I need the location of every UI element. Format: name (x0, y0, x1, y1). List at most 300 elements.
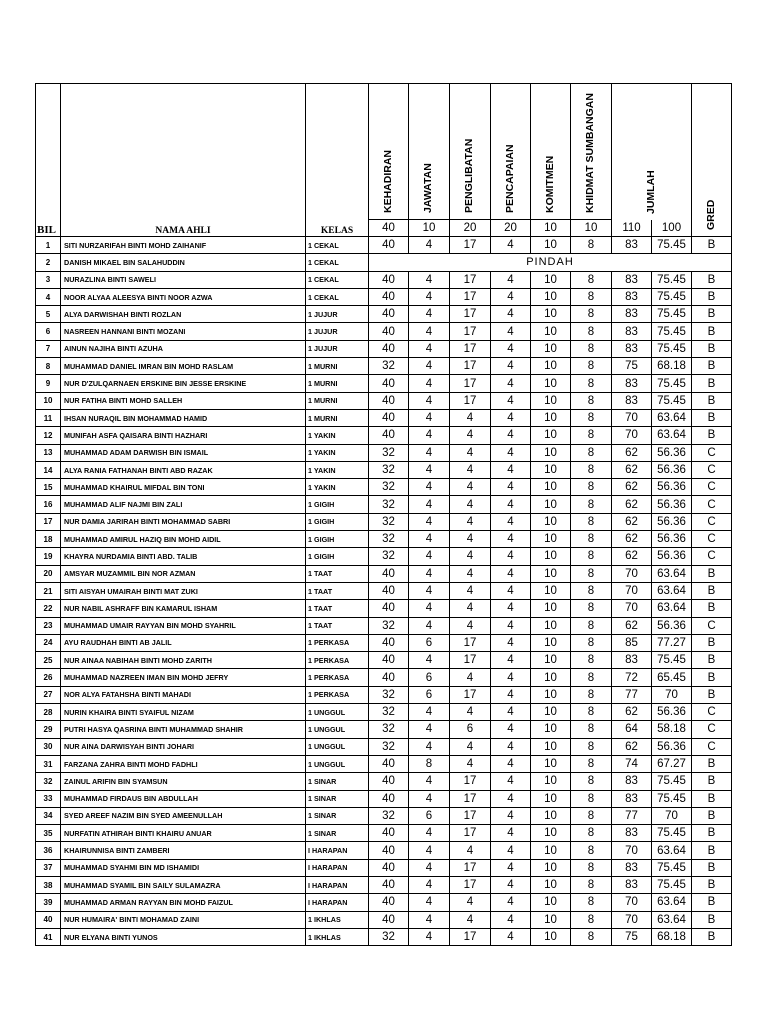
row-komitmen: 10 (531, 461, 571, 478)
row-jumlah: 62 (612, 513, 652, 530)
row-gred: B (692, 582, 732, 599)
row-penglibatan: 4 (450, 600, 491, 617)
row-jumlah: 83 (612, 825, 652, 842)
row-bil: 37 (36, 859, 61, 876)
row-kelas: 1 IKHLAS (306, 928, 369, 945)
row-komitmen: 10 (531, 842, 571, 859)
row-nama: KHAYRA NURDAMIA BINTI ABD. TALIB (61, 548, 306, 565)
row-khidmat: 8 (571, 842, 612, 859)
row-kehadiran: 32 (369, 444, 409, 461)
row-kelas: 1 UNGGUL (306, 721, 369, 738)
row-penglibatan: 17 (450, 392, 491, 409)
row-peratus: 56.36 (652, 444, 692, 461)
row-jumlah: 62 (612, 531, 652, 548)
row-bil: 3 (36, 271, 61, 288)
row-komitmen: 10 (531, 652, 571, 669)
row-pencapaian: 4 (491, 479, 531, 496)
header-bil: BIL (36, 84, 61, 237)
row-kelas: 1 SINAR (306, 790, 369, 807)
row-peratus: 75.45 (652, 876, 692, 893)
row-pencapaian: 4 (491, 894, 531, 911)
row-jawatan: 4 (409, 479, 450, 496)
table-row (36, 894, 732, 911)
row-khidmat: 8 (571, 375, 612, 392)
row-jawatan: 4 (409, 617, 450, 634)
row-pencapaian: 4 (491, 928, 531, 945)
row-pencapaian: 4 (491, 773, 531, 790)
header-komitmen-label: KOMITMEN (543, 155, 556, 213)
row-kehadiran: 32 (369, 686, 409, 703)
row-jumlah: 70 (612, 565, 652, 582)
table-row (36, 375, 732, 392)
row-nama: NUR ELYANA BINTI YUNOS (61, 928, 306, 945)
row-jawatan: 4 (409, 600, 450, 617)
row-bil: 7 (36, 340, 61, 357)
row-nama: KHAIRUNNISA BINTI ZAMBERI (61, 842, 306, 859)
row-pencapaian: 4 (491, 582, 531, 599)
row-peratus: 63.64 (652, 565, 692, 582)
row-khidmat: 8 (571, 271, 612, 288)
row-khidmat: 8 (571, 444, 612, 461)
row-khidmat: 8 (571, 859, 612, 876)
row-jawatan: 4 (409, 531, 450, 548)
row-khidmat: 8 (571, 340, 612, 357)
row-peratus: 68.18 (652, 358, 692, 375)
table-row (36, 288, 732, 305)
score-table (35, 83, 732, 946)
row-bil: 17 (36, 513, 61, 530)
table-row (36, 773, 732, 790)
row-kehadiran: 32 (369, 721, 409, 738)
row-pencapaian: 4 (491, 704, 531, 721)
row-nama: NURIN KHAIRA BINTI SYAIFUL NIZAM (61, 704, 306, 721)
row-penglibatan: 6 (450, 721, 491, 738)
row-pencapaian: 4 (491, 790, 531, 807)
row-peratus: 56.36 (652, 548, 692, 565)
row-bil: 5 (36, 306, 61, 323)
row-jawatan: 4 (409, 652, 450, 669)
row-nama: AINUN NAJIHA BINTI AZUHA (61, 340, 306, 357)
row-gred: B (692, 427, 732, 444)
header-nama: NAMA AHLI (61, 84, 306, 237)
row-peratus: 56.36 (652, 531, 692, 548)
header-komitmen (531, 84, 571, 220)
row-khidmat: 8 (571, 496, 612, 513)
row-bil: 1 (36, 237, 61, 254)
row-kehadiran: 40 (369, 825, 409, 842)
row-jawatan: 4 (409, 513, 450, 530)
row-jumlah: 62 (612, 496, 652, 513)
row-nama: NUR NABIL ASHRAFF BIN KAMARUL ISHAM (61, 600, 306, 617)
row-gred: C (692, 738, 732, 755)
row-gred: B (692, 876, 732, 893)
row-jawatan: 4 (409, 323, 450, 340)
header-kehadiran-label: KEHADIRAN (381, 150, 394, 213)
table-row (36, 652, 732, 669)
table-row (36, 876, 732, 893)
row-jawatan: 4 (409, 358, 450, 375)
row-kelas: 1 YAKIN (306, 479, 369, 496)
row-kehadiran: 40 (369, 427, 409, 444)
table-row (36, 306, 732, 323)
row-kehadiran: 40 (369, 669, 409, 686)
row-bil: 21 (36, 582, 61, 599)
row-gred: B (692, 600, 732, 617)
row-komitmen: 10 (531, 807, 571, 824)
row-nama: SYED AREEF NAZIM BIN SYED AMEENULLAH (61, 807, 306, 824)
row-gred: B (692, 859, 732, 876)
row-jawatan: 4 (409, 928, 450, 945)
row-penglibatan: 4 (450, 565, 491, 582)
row-gred: C (692, 548, 732, 565)
row-khidmat: 8 (571, 565, 612, 582)
row-bil: 30 (36, 738, 61, 755)
table-row (36, 634, 732, 651)
row-peratus: 68.18 (652, 928, 692, 945)
row-penglibatan: 4 (450, 704, 491, 721)
row-khidmat: 8 (571, 773, 612, 790)
row-jumlah: 83 (612, 237, 652, 254)
header-jumlah (612, 84, 692, 220)
row-penglibatan: 17 (450, 928, 491, 945)
row-peratus: 67.27 (652, 755, 692, 772)
row-penglibatan: 17 (450, 323, 491, 340)
row-jawatan: 4 (409, 392, 450, 409)
row-penglibatan: 4 (450, 409, 491, 426)
row-bil: 8 (36, 358, 61, 375)
row-pencapaian: 4 (491, 427, 531, 444)
row-kelas: 1 GIGIH (306, 513, 369, 530)
row-nama: NURFATIN ATHIRAH BINTI KHAIRU ANUAR (61, 825, 306, 842)
row-kelas: 1 UNGGUL (306, 738, 369, 755)
row-jawatan: 4 (409, 738, 450, 755)
row-jumlah: 70 (612, 427, 652, 444)
table-row (36, 686, 732, 703)
table-row (36, 237, 732, 254)
row-khidmat: 8 (571, 686, 612, 703)
header-pencapaian-label: PENCAPAIAN (503, 144, 516, 213)
row-gred: C (692, 444, 732, 461)
row-bil: 27 (36, 686, 61, 703)
row-peratus: 75.45 (652, 323, 692, 340)
table-row (36, 323, 732, 340)
row-kehadiran: 32 (369, 617, 409, 634)
table-row (36, 790, 732, 807)
row-penglibatan: 17 (450, 340, 491, 357)
row-peratus: 70 (652, 686, 692, 703)
row-pencapaian: 4 (491, 755, 531, 772)
row-peratus: 75.45 (652, 652, 692, 669)
row-pencapaian: 4 (491, 721, 531, 738)
row-peratus: 63.64 (652, 427, 692, 444)
row-penglibatan: 4 (450, 461, 491, 478)
row-kehadiran: 40 (369, 375, 409, 392)
row-gred: C (692, 461, 732, 478)
row-gred: C (692, 479, 732, 496)
row-pencapaian: 4 (491, 375, 531, 392)
row-jumlah: 64 (612, 721, 652, 738)
row-kelas: 1 JUJUR (306, 306, 369, 323)
row-gred: B (692, 340, 732, 357)
row-nama: SITI AISYAH UMAIRAH BINTI MAT ZUKI (61, 582, 306, 599)
row-komitmen: 10 (531, 479, 571, 496)
table-row (36, 392, 732, 409)
row-peratus: 63.64 (652, 582, 692, 599)
table-row (36, 842, 732, 859)
row-penglibatan: 17 (450, 358, 491, 375)
row-gred: B (692, 306, 732, 323)
row-peratus: 56.36 (652, 461, 692, 478)
row-komitmen: 10 (531, 409, 571, 426)
row-nama: MUHAMMAD ALIF NAJMI BIN ZALI (61, 496, 306, 513)
row-kelas: 1 CEKAL (306, 271, 369, 288)
row-gred: B (692, 894, 732, 911)
row-komitmen: 10 (531, 755, 571, 772)
row-nama: MUHAMMAD ARMAN RAYYAN BIN MOHD FAIZUL (61, 894, 306, 911)
row-bil: 34 (36, 807, 61, 824)
row-nama: DANISH MIKAEL BIN SALAHUDDIN (61, 254, 306, 271)
table-row (36, 704, 732, 721)
row-khidmat: 8 (571, 652, 612, 669)
row-jawatan: 4 (409, 340, 450, 357)
table-row (36, 548, 732, 565)
row-peratus: 63.64 (652, 842, 692, 859)
row-gred: B (692, 773, 732, 790)
row-penglibatan: 17 (450, 652, 491, 669)
row-komitmen: 10 (531, 531, 571, 548)
row-nama: MUHAMMAD FIRDAUS BIN ABDULLAH (61, 790, 306, 807)
row-penglibatan: 4 (450, 496, 491, 513)
row-pencapaian: 4 (491, 825, 531, 842)
row-kelas: 1 JUJUR (306, 340, 369, 357)
row-peratus: 75.45 (652, 271, 692, 288)
row-penglibatan: 17 (450, 807, 491, 824)
row-jumlah: 70 (612, 894, 652, 911)
row-nama: NOOR ALYAA ALEESYA BINTI NOOR AZWA (61, 288, 306, 305)
row-kehadiran: 40 (369, 842, 409, 859)
row-kehadiran: 32 (369, 704, 409, 721)
row-pencapaian: 4 (491, 911, 531, 928)
header-khidmat-sumbangan-label: KHIDMAT SUMBANGAN (584, 93, 596, 213)
row-peratus: 56.36 (652, 496, 692, 513)
row-jawatan: 4 (409, 894, 450, 911)
row-khidmat: 8 (571, 634, 612, 651)
row-kehadiran: 32 (369, 738, 409, 755)
row-khidmat: 8 (571, 479, 612, 496)
row-pencapaian: 4 (491, 271, 531, 288)
row-pencapaian: 4 (491, 565, 531, 582)
row-khidmat: 8 (571, 461, 612, 478)
row-gred: B (692, 790, 732, 807)
max-pencapaian: 20 (491, 220, 531, 237)
row-khidmat: 8 (571, 928, 612, 945)
row-pencapaian: 4 (491, 358, 531, 375)
table-row (36, 444, 732, 461)
row-kehadiran: 32 (369, 461, 409, 478)
row-penglibatan: 17 (450, 271, 491, 288)
row-penglibatan: 4 (450, 842, 491, 859)
row-nama: MUHAMMAD SYAHMI BIN MD ISHAMIDI (61, 859, 306, 876)
row-pencapaian: 4 (491, 617, 531, 634)
row-gred: B (692, 842, 732, 859)
row-jawatan: 4 (409, 790, 450, 807)
row-jumlah: 62 (612, 461, 652, 478)
row-gred: B (692, 686, 732, 703)
header-jumlah-label: JUMLAH (644, 169, 657, 214)
max-khidmat: 10 (571, 220, 612, 237)
row-pencapaian: 4 (491, 669, 531, 686)
row-gred: C (692, 513, 732, 530)
row-gred: B (692, 237, 732, 254)
row-jumlah: 62 (612, 548, 652, 565)
table-row (36, 254, 732, 271)
row-gred: B (692, 409, 732, 426)
row-nama: MUHAMMAD NAZREEN IMAN BIN MOHD JEFRY (61, 669, 306, 686)
row-khidmat: 8 (571, 427, 612, 444)
row-kelas: 1 CEKAL (306, 254, 369, 271)
row-nama: NUR AINA DARWISYAH BINTI JOHARI (61, 738, 306, 755)
row-khidmat: 8 (571, 600, 612, 617)
row-khidmat: 8 (571, 548, 612, 565)
row-komitmen: 10 (531, 582, 571, 599)
row-bil: 25 (36, 652, 61, 669)
row-kehadiran: 40 (369, 392, 409, 409)
row-kehadiran: 40 (369, 565, 409, 582)
row-khidmat: 8 (571, 409, 612, 426)
row-jawatan: 4 (409, 496, 450, 513)
row-komitmen: 10 (531, 548, 571, 565)
row-bil: 24 (36, 634, 61, 651)
header-jawatan-label: JAWATAN (422, 163, 434, 213)
row-nama: MUHAMMAD DANIEL IMRAN BIN MOHD RASLAM (61, 358, 306, 375)
row-nama: PUTRI HASYA QASRINA BINTI MUHAMMAD SHAHIR (61, 721, 306, 738)
row-peratus: 75.45 (652, 237, 692, 254)
member-rows (36, 237, 732, 946)
row-khidmat: 8 (571, 582, 612, 599)
row-penglibatan: 4 (450, 582, 491, 599)
row-bil: 18 (36, 531, 61, 548)
row-pencapaian: 4 (491, 392, 531, 409)
row-kelas: 1 YAKIN (306, 427, 369, 444)
row-nama: SITI NURZARIFAH BINTI MOHD ZAIHANIF (61, 237, 306, 254)
table-row (36, 807, 732, 824)
row-jawatan: 4 (409, 444, 450, 461)
row-gred: B (692, 323, 732, 340)
table-row (36, 427, 732, 444)
row-komitmen: 10 (531, 928, 571, 945)
row-penglibatan: 17 (450, 306, 491, 323)
table-row (36, 825, 732, 842)
table-row (36, 496, 732, 513)
row-jumlah: 83 (612, 271, 652, 288)
row-kehadiran: 40 (369, 582, 409, 599)
row-kehadiran: 40 (369, 652, 409, 669)
row-gred: B (692, 271, 732, 288)
row-jumlah: 70 (612, 600, 652, 617)
row-jawatan: 4 (409, 375, 450, 392)
row-peratus: 75.45 (652, 392, 692, 409)
row-jawatan: 8 (409, 755, 450, 772)
row-penglibatan: 17 (450, 773, 491, 790)
header-penglibatan (450, 84, 491, 220)
row-khidmat: 8 (571, 876, 612, 893)
row-pencapaian: 4 (491, 600, 531, 617)
row-komitmen: 10 (531, 876, 571, 893)
row-jawatan: 4 (409, 409, 450, 426)
row-jawatan: 4 (409, 237, 450, 254)
row-kehadiran: 32 (369, 496, 409, 513)
row-peratus: 56.36 (652, 704, 692, 721)
row-jumlah: 83 (612, 392, 652, 409)
row-jawatan: 4 (409, 582, 450, 599)
table-row (36, 461, 732, 478)
row-pencapaian: 4 (491, 513, 531, 530)
row-jumlah: 62 (612, 444, 652, 461)
row-penglibatan: 17 (450, 237, 491, 254)
row-penglibatan: 17 (450, 288, 491, 305)
row-penglibatan: 17 (450, 825, 491, 842)
row-pencapaian: 4 (491, 634, 531, 651)
table-row (36, 755, 732, 772)
row-bil: 12 (36, 427, 61, 444)
row-jawatan: 4 (409, 565, 450, 582)
row-jawatan: 4 (409, 842, 450, 859)
row-kelas: I HARAPAN (306, 859, 369, 876)
row-gred: B (692, 669, 732, 686)
row-bil: 33 (36, 790, 61, 807)
row-komitmen: 10 (531, 686, 571, 703)
row-peratus: 65.45 (652, 669, 692, 686)
row-kehadiran: 40 (369, 790, 409, 807)
row-bil: 23 (36, 617, 61, 634)
row-jumlah: 83 (612, 773, 652, 790)
row-khidmat: 8 (571, 721, 612, 738)
row-kelas: 1 MURNI (306, 358, 369, 375)
row-pencapaian: 4 (491, 496, 531, 513)
row-kelas: 1 JUJUR (306, 323, 369, 340)
row-komitmen: 10 (531, 271, 571, 288)
max-jumlah: 110 (612, 220, 652, 237)
row-kelas: 1 GIGIH (306, 548, 369, 565)
row-bil: 9 (36, 375, 61, 392)
row-jumlah: 83 (612, 876, 652, 893)
row-kelas: 1 CEKAL (306, 288, 369, 305)
row-jumlah: 83 (612, 859, 652, 876)
row-jumlah: 83 (612, 323, 652, 340)
row-komitmen: 10 (531, 306, 571, 323)
row-gred: B (692, 375, 732, 392)
row-bil: 41 (36, 928, 61, 945)
row-kelas: 1 TAAT (306, 600, 369, 617)
row-kelas: I HARAPAN (306, 894, 369, 911)
row-penglibatan: 17 (450, 375, 491, 392)
row-khidmat: 8 (571, 755, 612, 772)
row-kelas: 1 PERKASA (306, 686, 369, 703)
row-jumlah: 75 (612, 358, 652, 375)
row-khidmat: 8 (571, 323, 612, 340)
row-kelas: 1 UNGGUL (306, 704, 369, 721)
row-kehadiran: 40 (369, 859, 409, 876)
row-khidmat: 8 (571, 825, 612, 842)
row-kehadiran: 40 (369, 634, 409, 651)
row-penglibatan: 17 (450, 859, 491, 876)
row-jumlah: 70 (612, 582, 652, 599)
table-row (36, 738, 732, 755)
row-komitmen: 10 (531, 634, 571, 651)
table-row (36, 617, 732, 634)
row-nama: NUR D'ZULQARNAEN ERSKINE BIN JESSE ERSKINE (61, 375, 306, 392)
row-jumlah: 62 (612, 738, 652, 755)
